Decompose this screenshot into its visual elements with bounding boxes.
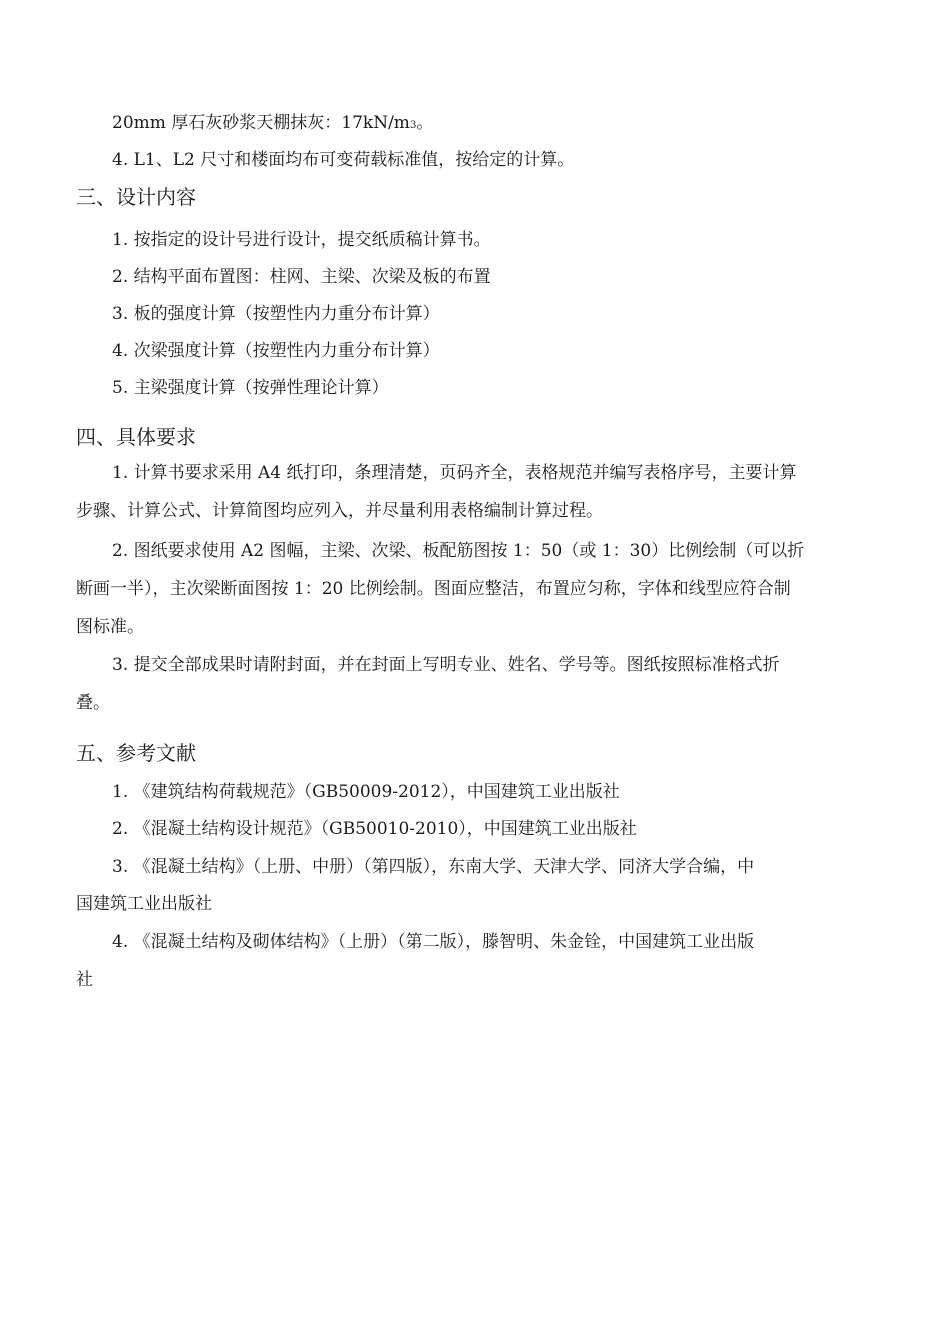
reference-item-cont: 社	[76, 970, 93, 990]
list-item: 3. 板的强度计算（按塑性内力重分布计算）	[112, 304, 440, 324]
reference-item: 3. 《混凝土结构》（上册、中册）（第四版），东南大学、天津大学、同济大学合编，中	[112, 857, 755, 877]
reference-item: 4. 《混凝土结构及砌体结构》（上册）（第二版），滕智明、朱金铨，中国建筑工业出版	[112, 932, 755, 952]
section-heading-requirements: 四、具体要求	[76, 425, 196, 449]
paragraph-line: 叠。	[76, 693, 110, 713]
reference-item: 2. 《混凝土结构设计规范》（GB50010-2010），中国建筑工业出版社	[112, 819, 637, 839]
plaster-load-line	[112, 112, 433, 137]
paragraph-line: 2. 图纸要求使用 A2 图幅，主梁、次梁、板配筋图按 1：50（或 1：30）比例绘制（可以折	[112, 541, 805, 561]
list-item: 2. 结构平面布置图：柱网、主梁、次梁及板的布置	[112, 267, 491, 287]
reference-item-cont: 国建筑工业出版社	[76, 894, 212, 914]
section-heading-references: 五、参考文献	[76, 741, 196, 765]
paragraph-line: 3. 提交全部成果时请附封面，并在封面上写明专业、姓名、学号等。图纸按照标准格式折	[112, 655, 780, 675]
plaster-load-text: 20mm 厚石灰砂浆天棚抹灰：17kN/m	[112, 113, 410, 133]
list-item: 4. 次梁强度计算（按塑性内力重分布计算）	[112, 341, 440, 361]
unit-superscript: 3	[409, 120, 417, 131]
paragraph-line: 断画一半），主次梁断面图按 1：20 比例绘制。图面应整洁，布置应匀称，字体和线型应符合制	[76, 579, 791, 599]
plaster-load-end: 。	[416, 113, 434, 133]
section-heading-design-content: 三、设计内容	[76, 185, 196, 209]
paragraph-line: 图标准。	[76, 617, 144, 637]
reference-item: 1. 《建筑结构荷载规范》（GB50009-2012），中国建筑工业出版社	[112, 782, 620, 802]
paragraph-line: 步骤、计算公式、计算简图均应列入，并尽量利用表格编制计算过程。	[76, 501, 603, 521]
list-item: 5. 主梁强度计算（按弹性理论计算）	[112, 378, 389, 398]
list-item: 4. L1、L2 尺寸和楼面均布可变荷载标准值，按给定的计算。	[112, 150, 575, 170]
list-item: 1. 按指定的设计号进行设计，提交纸质稿计算书。	[112, 230, 491, 250]
paragraph-line: 1. 计算书要求采用 A4 纸打印，条理清楚，页码齐全，表格规范并编写表格序号，主要计算	[112, 463, 797, 483]
